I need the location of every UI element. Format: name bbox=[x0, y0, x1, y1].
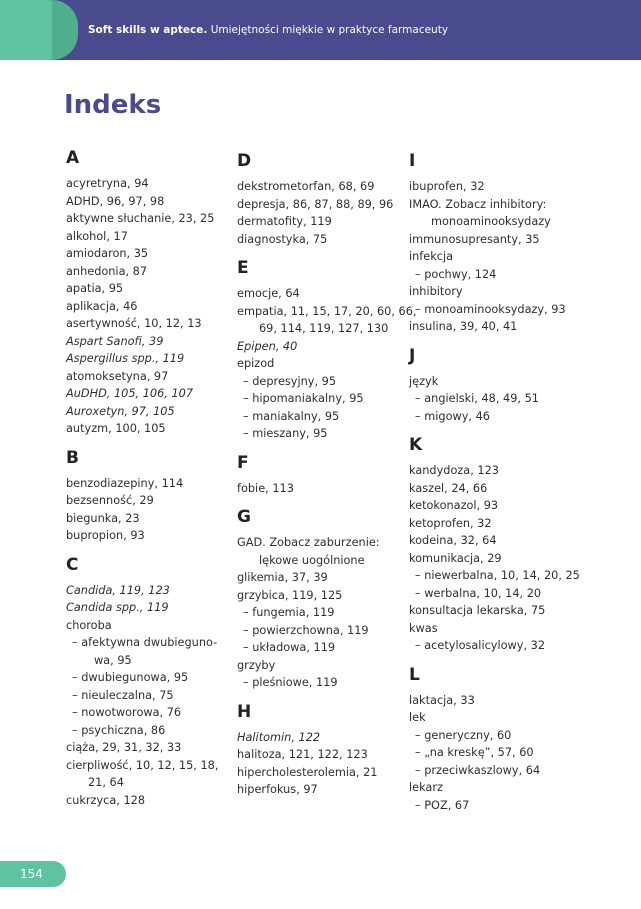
index-entry bbox=[66, 245, 236, 263]
index-entry bbox=[66, 228, 236, 246]
index-entry bbox=[237, 781, 407, 799]
entry-text: alkohol, 17 bbox=[66, 229, 128, 243]
section-letter: G bbox=[237, 507, 251, 527]
index-subentry bbox=[66, 669, 236, 687]
entry-text: przeciwkaszlowy, 64 bbox=[424, 763, 541, 777]
entry-text: afektywna dwubieguno- bbox=[81, 636, 218, 649]
index-subentry bbox=[237, 674, 407, 692]
entry-text: lekarz bbox=[409, 781, 443, 794]
entry-text: komunikacja, 29 bbox=[409, 551, 502, 565]
index-entry bbox=[66, 315, 236, 333]
entry-text: werbalna, 10, 14, 20 bbox=[424, 586, 542, 600]
entry-text: benzodiazepiny, 114 bbox=[66, 476, 184, 490]
index-entry bbox=[237, 231, 407, 249]
entry-text: ciąża, 29, 31, 32, 33 bbox=[66, 741, 182, 754]
section-letter: A bbox=[66, 148, 80, 168]
entry-text: układowa, 119 bbox=[252, 641, 336, 654]
index-entry bbox=[66, 263, 236, 281]
entry-text: nieuleczalna, 75 bbox=[81, 688, 174, 702]
entry-text: autyzm, 100, 105 bbox=[66, 422, 166, 435]
entry-text: epizod bbox=[237, 357, 275, 370]
entry-text: bezsenność, 29 bbox=[66, 494, 154, 507]
index-section-a bbox=[66, 148, 236, 438]
entry-text: ADHD, 96, 97, 98 bbox=[66, 194, 165, 208]
entry-text: asertywność, 10, 12, 13 bbox=[66, 317, 202, 330]
entry-text: insulina, 39, 40, 41 bbox=[409, 320, 518, 333]
index-subentry bbox=[409, 408, 579, 426]
section-letter: E bbox=[237, 258, 249, 278]
index-section-k bbox=[409, 435, 579, 655]
entry-text: atomoksetyna, 97 bbox=[66, 369, 169, 383]
entry-text: hiperfokus, 97 bbox=[237, 783, 318, 796]
index-section-j bbox=[409, 346, 579, 426]
index-entry bbox=[237, 657, 407, 675]
index-section-h bbox=[237, 702, 407, 799]
entry-text: bupropion, 93 bbox=[66, 529, 145, 542]
index-subentry bbox=[237, 390, 407, 408]
index-entry bbox=[237, 338, 407, 356]
running-header bbox=[0, 0, 641, 60]
index-subentry bbox=[409, 744, 579, 762]
entry-text: IMAO. Zobacz inhibitory: bbox=[409, 197, 547, 211]
entry-text: infekcja bbox=[409, 250, 454, 263]
index-subentry bbox=[237, 622, 407, 640]
index-entry bbox=[66, 420, 236, 438]
index-entry bbox=[66, 617, 236, 635]
section-letter: F bbox=[237, 452, 249, 473]
entry-text: „na kreskę”, 57, 60 bbox=[424, 746, 534, 759]
entry-continuation: wa, 95 bbox=[94, 653, 132, 667]
entry-text: fungemia, 119 bbox=[252, 606, 335, 619]
index-subentry bbox=[237, 425, 407, 443]
index-entry bbox=[409, 462, 579, 480]
index-entry bbox=[237, 178, 407, 196]
index-entry bbox=[409, 196, 579, 231]
index-subentry bbox=[409, 727, 579, 745]
entry-continuation: 21, 64 bbox=[88, 776, 124, 789]
index-entry bbox=[66, 298, 236, 316]
index-entry bbox=[409, 550, 579, 568]
entry-text: acyretryna, 94 bbox=[66, 177, 149, 190]
index-subentry bbox=[237, 408, 407, 426]
index-section-c bbox=[66, 555, 236, 810]
index-entry bbox=[66, 527, 236, 545]
entry-text: lek bbox=[409, 711, 426, 724]
entry-text: hipercholesterolemia, 21 bbox=[237, 765, 378, 779]
index-entry bbox=[409, 709, 579, 727]
index-subentry bbox=[66, 634, 236, 669]
index-entry bbox=[66, 333, 236, 351]
entry-text: cierpliwość, 10, 12, 15, 18, bbox=[66, 758, 219, 772]
entry-text: cukrzyca, 128 bbox=[66, 793, 146, 807]
index-entry bbox=[237, 213, 407, 231]
index-column-1 bbox=[66, 148, 236, 819]
entry-text: ketoprofen, 32 bbox=[409, 516, 492, 530]
entry-text: biegunka, 23 bbox=[66, 511, 140, 525]
entry-text: mieszany, 95 bbox=[252, 427, 328, 440]
index-entry bbox=[409, 480, 579, 498]
entry-text: amiodaron, 35 bbox=[66, 247, 149, 260]
entry-text: aktywne słuchanie, 23, 25 bbox=[66, 212, 215, 225]
entry-text: empatia, 11, 15, 17, 20, 60, 66, bbox=[237, 304, 417, 318]
index-entry bbox=[409, 231, 579, 249]
page-title: Indeks bbox=[64, 90, 162, 120]
index-entry bbox=[66, 280, 236, 298]
index-entry bbox=[66, 492, 236, 510]
entry-text: kaszel, 24, 66 bbox=[409, 481, 488, 495]
index-entry bbox=[66, 599, 236, 617]
index-entry bbox=[66, 510, 236, 528]
index-subentry bbox=[409, 266, 579, 284]
index-subentry bbox=[66, 687, 236, 705]
index-entry bbox=[66, 368, 236, 386]
index-column-3 bbox=[409, 151, 579, 824]
section-letter: L bbox=[409, 664, 420, 685]
section-letter: B bbox=[66, 447, 79, 468]
index-subentry bbox=[409, 390, 579, 408]
entry-text: Epipen, 40 bbox=[237, 339, 298, 353]
entry-text: konsultacja lekarska, 75 bbox=[409, 604, 546, 617]
page-number: 154 bbox=[20, 867, 43, 881]
index-entry bbox=[66, 210, 236, 228]
index-entry bbox=[409, 532, 579, 550]
index-section-g bbox=[237, 507, 407, 692]
entry-text: GAD. Zobacz zaburzenie: bbox=[237, 536, 380, 549]
entry-text: język bbox=[409, 374, 439, 388]
section-letter: J bbox=[409, 345, 416, 366]
entry-text: emocje, 64 bbox=[237, 287, 300, 300]
entry-text: kandydoza, 123 bbox=[409, 464, 499, 477]
section-letter: I bbox=[409, 151, 416, 171]
index-entry bbox=[66, 193, 236, 211]
index-subentry bbox=[409, 585, 579, 603]
index-section-f bbox=[237, 453, 407, 498]
index-entry bbox=[409, 373, 579, 391]
entry-text: hipomaniakalny, 95 bbox=[252, 392, 364, 405]
index-subentry bbox=[237, 373, 407, 391]
entry-text: laktacja, 33 bbox=[409, 693, 475, 707]
index-entry bbox=[409, 602, 579, 620]
entry-text: generyczny, 60 bbox=[424, 728, 512, 742]
index-section-i bbox=[409, 151, 579, 336]
index-entry bbox=[409, 620, 579, 638]
index-entry bbox=[409, 248, 579, 266]
index-entry bbox=[237, 196, 407, 214]
entry-text: Candida, 119, 123 bbox=[66, 583, 170, 597]
index-entry bbox=[237, 729, 407, 747]
index-subentry bbox=[409, 567, 579, 585]
entry-text: kwas bbox=[409, 621, 438, 635]
entry-text: pleśniowe, 119 bbox=[252, 676, 338, 689]
index-subentry bbox=[66, 722, 236, 740]
entry-text: aplikacja, 46 bbox=[66, 299, 138, 313]
index-entry bbox=[237, 480, 407, 498]
entry-text: depresja, 86, 87, 88, 89, 96 bbox=[237, 197, 394, 211]
entry-text: acetylosalicylowy, 32 bbox=[424, 639, 546, 652]
book-title-bold: Soft skills w aptece. bbox=[88, 24, 208, 36]
entry-text: diagnostyka, 75 bbox=[237, 232, 328, 246]
entry-text: halitoza, 121, 122, 123 bbox=[237, 748, 368, 761]
index-subentry bbox=[409, 762, 579, 780]
entry-text: dwubiegunowa, 95 bbox=[81, 671, 189, 684]
entry-text: AuDHD, 105, 106, 107 bbox=[66, 387, 194, 400]
section-letter: K bbox=[409, 435, 423, 455]
index-subentry bbox=[66, 704, 236, 722]
entry-continuation: lękowe uogólnione bbox=[259, 553, 365, 567]
book-title-rest: Umiejętności miękkie w praktyce farmaceuty bbox=[207, 24, 449, 36]
index-entry bbox=[409, 178, 579, 196]
entry-text: kodeina, 32, 64 bbox=[409, 534, 497, 547]
index-entry bbox=[409, 692, 579, 710]
index-section-d bbox=[237, 151, 407, 248]
index-entry bbox=[66, 475, 236, 493]
entry-text: dekstrometorfan, 68, 69 bbox=[237, 180, 375, 193]
index-entry bbox=[66, 739, 236, 757]
index-entry bbox=[66, 757, 236, 792]
index-entry bbox=[237, 303, 417, 338]
entry-text: apatia, 95 bbox=[66, 282, 124, 295]
index-column-2 bbox=[237, 151, 417, 809]
entry-text: Aspergillus spp., 119 bbox=[66, 352, 185, 365]
header-accent-stripe bbox=[52, 0, 78, 60]
index-entry bbox=[409, 283, 579, 301]
index-entry bbox=[66, 385, 236, 403]
index-entry bbox=[409, 318, 579, 336]
entry-text: nowotworowa, 76 bbox=[81, 706, 182, 719]
index-entry bbox=[237, 355, 407, 373]
entry-text: Candida spp., 119 bbox=[66, 601, 169, 614]
index-entry bbox=[409, 497, 579, 515]
index-entry bbox=[66, 582, 236, 600]
section-letter: H bbox=[237, 701, 252, 722]
entry-text: POZ, 67 bbox=[424, 798, 470, 812]
index-subentry bbox=[409, 637, 579, 655]
index-subentry bbox=[237, 639, 407, 657]
entry-text: immunosupresanty, 35 bbox=[409, 232, 540, 246]
index-subentry bbox=[409, 797, 579, 815]
entry-text: depresyjny, 95 bbox=[252, 374, 337, 388]
index-subentry bbox=[409, 301, 579, 319]
index-entry bbox=[237, 587, 407, 605]
index-entry bbox=[66, 350, 236, 368]
entry-text: fobie, 113 bbox=[237, 481, 294, 495]
entry-text: grzyby bbox=[237, 658, 276, 672]
entry-text: ibuprofen, 32 bbox=[409, 180, 485, 193]
entry-text: niewerbalna, 10, 14, 20, 25 bbox=[424, 569, 580, 582]
entry-text: migowy, 46 bbox=[424, 409, 490, 423]
index-entry bbox=[66, 175, 236, 193]
entry-text: anhedonia, 87 bbox=[66, 264, 148, 278]
entry-text: inhibitory bbox=[409, 285, 463, 298]
index-entry bbox=[66, 403, 236, 421]
book-title bbox=[88, 24, 448, 36]
index-section-e bbox=[237, 258, 417, 443]
section-letter: D bbox=[237, 151, 252, 171]
index-section-b bbox=[66, 448, 236, 545]
index-entry bbox=[66, 792, 236, 810]
entry-text: Auroxetyn, 97, 105 bbox=[66, 404, 175, 418]
entry-text: dermatofity, 119 bbox=[237, 215, 332, 228]
index-entry bbox=[237, 764, 407, 782]
entry-text: psychiczna, 86 bbox=[81, 723, 166, 737]
index-subentry bbox=[237, 604, 407, 622]
index-entry bbox=[237, 534, 407, 569]
entry-text: choroba bbox=[66, 618, 112, 632]
entry-continuation: 69, 114, 119, 127, 130 bbox=[259, 322, 389, 335]
entry-text: powierzchowna, 119 bbox=[252, 623, 369, 637]
index-entry bbox=[409, 515, 579, 533]
entry-text: monoaminooksydazy, 93 bbox=[424, 302, 566, 316]
entry-text: maniakalny, 95 bbox=[252, 409, 340, 423]
entry-continuation: monoaminooksydazy bbox=[431, 215, 551, 228]
entry-text: Halitomin, 122 bbox=[237, 730, 321, 744]
entry-text: glikemia, 37, 39 bbox=[237, 571, 328, 584]
index-entry bbox=[237, 746, 407, 764]
index-entry bbox=[237, 285, 407, 303]
entry-text: ketokonazol, 93 bbox=[409, 499, 499, 512]
index-section-l bbox=[409, 665, 579, 815]
entry-text: Aspart Sanofi, 39 bbox=[66, 334, 164, 348]
entry-text: grzybica, 119, 125 bbox=[237, 588, 343, 602]
entry-text: pochwy, 124 bbox=[424, 267, 497, 281]
section-letter: C bbox=[66, 554, 79, 575]
index-entry bbox=[409, 779, 579, 797]
index-entry bbox=[237, 569, 407, 587]
entry-text: angielski, 48, 49, 51 bbox=[424, 392, 539, 405]
